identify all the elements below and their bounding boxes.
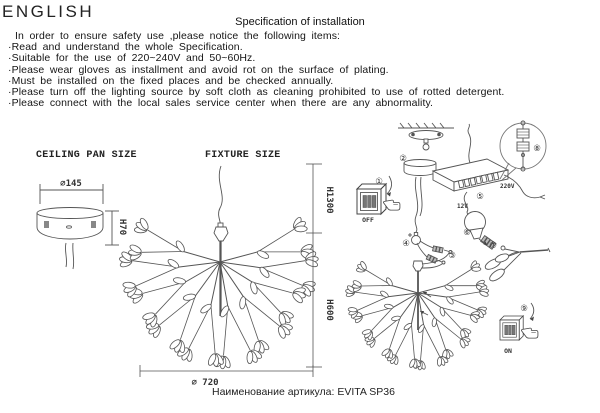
on-label: ON xyxy=(504,347,512,355)
arrow-icon xyxy=(530,317,534,322)
step-1-badge: ① xyxy=(375,177,383,187)
step-6-badge: ⑥ xyxy=(463,228,471,238)
notice-item: ·Please turn off the lighting source by soft cloth as cleaning prohibited to use of rotted detergent. xyxy=(8,86,505,99)
article-name: Наименование артикула: EVITA SP36 xyxy=(212,386,395,398)
language-heading: ENGLISH xyxy=(2,2,95,21)
ceiling-pan-diameter-label: ⌀145 xyxy=(60,179,82,189)
step-4-badge: ④ xyxy=(402,239,410,249)
on-switch-drawing xyxy=(500,303,538,340)
notice-item: ·Read and understand the whole Specification. xyxy=(8,41,243,54)
low-voltage-label: 12V xyxy=(457,203,468,210)
notice-intro: In order to ensure safety use ,please notice the following items: xyxy=(15,30,341,42)
fixture-body-height-label: H600 xyxy=(324,299,334,321)
notice-item: ·Please connect with the local sales service center when there are any abnormality. xyxy=(8,97,434,110)
off-label: OFF xyxy=(362,216,374,224)
step-5-badge: ⑤ xyxy=(476,192,484,202)
fixture-diameter-label: ⌀ 720 xyxy=(191,378,219,388)
notice-item: ·Please wear gloves as installment and avoid rot on the surface of plating. xyxy=(8,63,389,76)
fixture-dimension-lines xyxy=(140,164,322,377)
ceiling-pan-section-title: CEILING PAN SIZE xyxy=(36,150,137,161)
fixture-section-title: FIXTURE SIZE xyxy=(205,150,281,161)
step-9-badge: ⑨ xyxy=(520,304,528,314)
ceiling-pan-drawing xyxy=(37,184,119,269)
notice-item: ·Suitable for the use of 220~240V and 50~60Hz. xyxy=(8,52,256,65)
bulb-branch-drawing xyxy=(465,212,551,284)
arrow-icon xyxy=(387,192,391,197)
spec-title: Specification of installation xyxy=(235,16,365,28)
mains-voltage-label: 220V xyxy=(500,183,515,190)
step-8-badge: ⑧ xyxy=(533,144,541,154)
pointing-hand-icon xyxy=(521,328,537,338)
ceiling-pan-height-label: H70 xyxy=(117,218,127,236)
fixture-hanging-height-label: H1300 xyxy=(324,186,334,214)
step-2-badge: ② xyxy=(399,154,407,164)
step-7-badge: ⑦ xyxy=(489,241,497,251)
canopy-drawing xyxy=(404,160,436,233)
ceiling-bracket-drawing xyxy=(398,123,454,150)
step-3-badge: ③ xyxy=(448,251,456,261)
notice-item: ·Must be installed on the fixed places and be checked annually. xyxy=(8,74,334,87)
